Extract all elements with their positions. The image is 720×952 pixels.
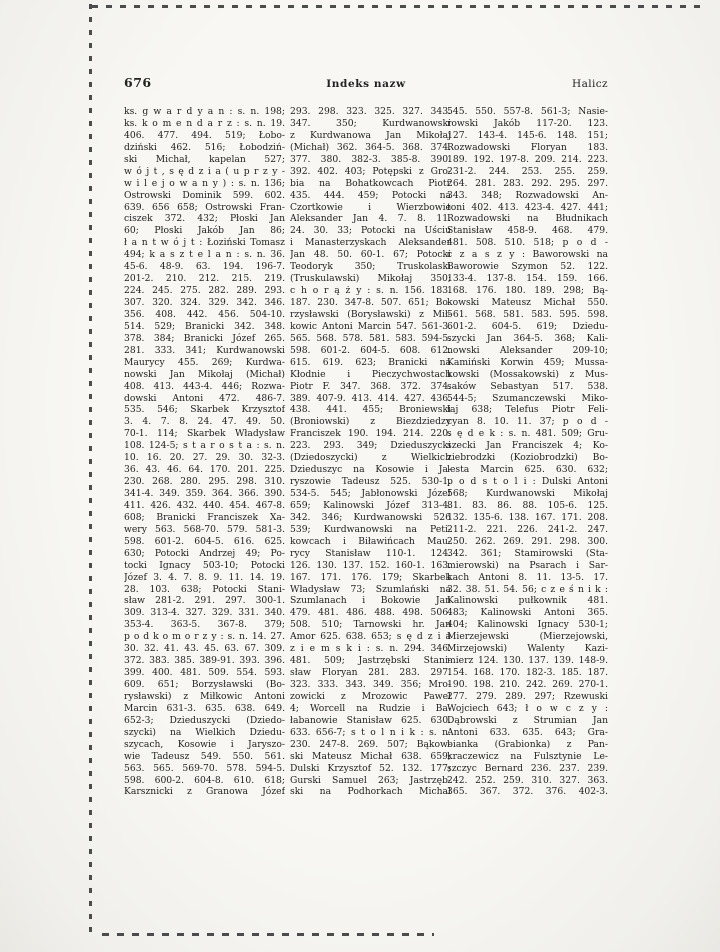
index-line: 224. 245. 275. 282. 289. 293. <box>124 285 285 297</box>
index-line: 392. 402. 403; Potępski z Gro- <box>290 165 451 177</box>
index-line: 378. 384; Branicki Józef 265. <box>124 332 285 344</box>
index-line: 307. 320. 324. 329. 342. 346. <box>124 297 285 308</box>
index-line: dziński 462. 516; Łobodziń- <box>124 141 285 153</box>
index-line: 264. 281. 283. 292. 295. 297. <box>447 177 608 189</box>
index-line: Kamiński Korwin 459; Mussa- <box>447 356 608 368</box>
index-line: 230. 247-8. 269. 507; Bąkow- <box>290 738 451 750</box>
index-line: Dąbrowski z Strumian Jan <box>447 714 608 726</box>
index-line: lesta Marcin 625. 630. 632; <box>447 464 608 476</box>
index-line: Teodoryk 350; Truskolaski <box>290 261 451 273</box>
index-line: 154. 168. 170. 182-3. 185. 187. <box>447 667 608 679</box>
index-line: 231-2. 244. 253. 255. 259. <box>447 165 608 177</box>
index-line: kowski (Mossakowski) z Mus- <box>447 368 608 380</box>
index-line: Karsznicki z Granowa Józef <box>124 786 285 798</box>
index-line: 108. 124-5; s t a r o s t a : s. n. <box>124 440 285 452</box>
index-line: 568; Kurdwanowski Mikołaj <box>447 488 608 499</box>
index-line: ks. k o m e n d a r z : s. n. 19. <box>124 117 285 129</box>
index-line: cyan 8. 10. 11. 37; p o d - <box>447 416 608 428</box>
index-line: Jan 48. 50. 60-1. 67; Potocki <box>290 249 451 261</box>
index-line: Mierzejewski (Mierzejowski, <box>447 631 608 643</box>
index-line: 601-2. 604-5. 619; Dziedu- <box>447 320 608 332</box>
index-line: 479. 481. 486. 488. 498. 506. <box>290 607 451 619</box>
index-line: 70-1. 114; Skarbek Władysław <box>124 428 285 440</box>
index-line: 438. 441. 455; Broniewski <box>290 404 451 416</box>
index-line: 132. 135-6. 138. 167. 171. 208. <box>447 511 608 523</box>
index-line: (Broniowski) z Biezdziedzy <box>290 416 451 428</box>
index-column-2 <box>290 106 451 798</box>
index-line: (Michał) 362. 364-5. 368. 374. <box>290 141 451 153</box>
index-line: 81. 83. 86. 88. 105-6. 125. <box>447 499 608 511</box>
index-line: 342. 361; Stamirowski (Sta- <box>447 547 608 559</box>
index-line: 535. 546; Skarbek Krzysztof <box>124 404 285 416</box>
index-line: 481. 509; Jastrzębski Stani- <box>290 655 451 667</box>
index-line: Kalinowski pułkownik 481. <box>447 595 608 607</box>
index-line: 534-5. 545; Jabłonowski Józef <box>290 488 451 499</box>
index-line: Rozwadowski Floryan 183. <box>447 141 608 153</box>
index-line: Maurycy 455. 269; Kurdwa- <box>124 356 285 368</box>
index-line: Amor 625. 638. 653; s ę d z i a <box>290 631 451 643</box>
index-line: 30. 32. 41. 43. 45. 63. 67. 309. <box>124 643 285 655</box>
index-line: 32. 38. 51. 54. 56; c z e ś n i k : <box>447 583 608 595</box>
index-line: szycach, Kosowie i Jaryszo- <box>124 738 285 750</box>
index-line: Czortkowie i Wierzbowie <box>290 201 451 213</box>
index-line: 167. 171. 176. 179; Skarbek <box>290 571 451 583</box>
index-line: sław Floryan 281. 283. 297. <box>290 667 451 679</box>
index-line: 598. 601-2. 604-5. 616. 625. <box>124 535 285 547</box>
index-line: 201-2. 210. 212. 215. 219. <box>124 273 285 285</box>
index-line: 411. 426. 432. 440. 454. 467-8. <box>124 499 285 511</box>
index-line: Kłodnie i Pieczychwostach <box>290 368 451 380</box>
index-line: p o d s t o l i : Dulski Antoni <box>447 476 608 488</box>
index-line: 36. 43. 46. 64. 170. 201. 225. <box>124 464 285 476</box>
index-line: 652-3; Dzieduszycki (Dziedo- <box>124 714 285 726</box>
index-line: mierz 124. 130. 137. 139. 148-9. <box>447 655 608 667</box>
index-line: 545. 550. 557-8. 561-3; Nasie- <box>447 106 608 117</box>
index-line: 435. 444. 459; Potocki na <box>290 189 451 201</box>
index-line: kraczewicz na Fulsztynie Le- <box>447 750 608 762</box>
index-line: (Truskulawski) Mikołaj 350; <box>290 273 451 285</box>
index-line: 565. 568. 578. 581. 583. 594-5. <box>290 332 451 344</box>
index-line: kach Antoni 8. 11. 13-5. 17. <box>447 571 608 583</box>
index-line: 494; k a s z t e l a n : s. n. 36. <box>124 249 285 261</box>
index-line: Stanisław 458-9. 468. 479. <box>447 225 608 237</box>
index-line: Mirzejowski) Walenty Kazi- <box>447 643 608 655</box>
page-number: 676 <box>124 75 152 90</box>
index-line: 598. 601-2. 604-5. 608. 612. <box>290 344 451 356</box>
index-line: nowski Jan Mikołaj (Michał) <box>124 368 285 380</box>
index-line: w ó j t , s ę d z i a ( u p r z y - <box>124 165 285 177</box>
index-line: 4; Worcell na Rudzie i Ba- <box>290 702 451 714</box>
index-line: Gurski Samuel 263; Jastrzęb- <box>290 774 451 786</box>
index-line: 389. 407-9. 413. 414. 427. 436. <box>290 392 451 404</box>
index-line: kowski Mateusz Michał 550. <box>447 297 608 308</box>
index-line: Władysław 73; Szumlański na <box>290 583 451 595</box>
running-head: Halicz <box>572 78 608 90</box>
index-line: Szumlanach i Bokowie Jan <box>290 595 451 607</box>
index-line: 406. 477. 494. 519; Łobo- <box>124 129 285 141</box>
index-line: 399. 400. 481. 509. 554. 593. <box>124 667 285 679</box>
page-title: Indeks nazw <box>326 78 406 90</box>
index-line: ski na Podhorkach Michał <box>290 786 451 798</box>
index-line: Wojciech 643; ł o w c z y : <box>447 702 608 714</box>
index-line: 639. 656 658; Ostrowski Fran- <box>124 201 285 213</box>
index-line: 168. 176. 180. 189. 298; Bą- <box>447 285 608 297</box>
index-line: Aleksander Jan 4. 7. 8. 11. <box>290 213 451 225</box>
index-line: szycki) na Wielkich Dziedu- <box>124 726 285 738</box>
index-line: 293. 298. 323. 325. 327. 343. <box>290 106 451 117</box>
index-line: 190. 198. 210. 242. 269. 270-1. <box>447 679 608 690</box>
index-line: s ę d e k : s. n. 481. 509; Gru- <box>447 428 608 440</box>
index-line: 598. 600-2. 604-8. 610. 618; <box>124 774 285 786</box>
index-line: rowski Jakób 117-20. 123. <box>447 117 608 129</box>
index-line: 126. 130. 137. 152. 160-1. 163. <box>290 559 451 571</box>
index-line: 281. 333. 341; Kurdwanowski <box>124 344 285 356</box>
index-line: bianka (Grabionka) z Pan- <box>447 738 608 750</box>
index-line: ryszowie Tadeusz 525. 530-1. <box>290 476 451 488</box>
index-line: 347. 350; Kurdwanowski <box>290 117 451 129</box>
index-line: ł a n t w ó j t : Łoziński Tomasz <box>124 237 285 249</box>
index-line: 377. 380. 382-3. 385-8. 390. <box>290 153 451 165</box>
index-line: Józef 3. 4. 7. 8. 9. 11. 14. 19. <box>124 571 285 583</box>
index-line: mierowski) na Psarach i Sar- <box>447 559 608 571</box>
index-line: 230. 268. 280. 295. 298. 310. <box>124 476 285 488</box>
index-line: 483; Kalinowski Antoni 365. <box>447 607 608 619</box>
scan-artifact-top-edge <box>92 5 704 8</box>
index-line: 404; Kalinowski Ignacy 530-1; <box>447 619 608 631</box>
index-line: rycy Stanisław 110-1. 124. <box>290 547 451 559</box>
index-line: szecki Jan Franciszek 4; Ko- <box>447 440 608 452</box>
index-line: sław 281-2. 291. 297. 300-1. <box>124 595 285 607</box>
index-line: 563. 565. 569-70. 578. 594-5. <box>124 762 285 774</box>
index-line: 3. 4. 7. 8. 24. 47. 49. 50. <box>124 416 285 428</box>
index-line: kowic Antoni Marcin 547. 561-3. <box>290 320 451 332</box>
index-line: tocki Ignacy 503-10; Potocki <box>124 559 285 571</box>
index-line: i Manasterzyskach Aleksander <box>290 237 451 249</box>
index-line: łabanowie Stanisław 625. 630. <box>290 714 451 726</box>
index-line: 211-2. 221. 226. 241-2. 247. <box>447 523 608 535</box>
index-line: 60; Płoski Jakób Jan 86; <box>124 225 285 237</box>
index-line: zowicki z Mrozowic Paweł <box>290 690 451 702</box>
index-line: 10. 16. 20. 27. 29. 30. 32-3. <box>124 452 285 464</box>
index-line: 609. 651; Borzysławski (Bo- <box>124 679 285 690</box>
index-line: 630; Potocki Andrzej 49; Po- <box>124 547 285 559</box>
scan-artifact-bottom-edge <box>102 933 434 936</box>
index-line: 309. 313-4. 327. 329. 331. 340. <box>124 607 285 619</box>
index-line: dowski Antoni 472. 486-7. <box>124 392 285 404</box>
index-line: (Dziedoszycki) z Wielkich <box>290 452 451 464</box>
index-line: 353-4. 363-5. 367-8. 379; <box>124 619 285 631</box>
index-line: 133-4. 137-8. 154. 159. 166. <box>447 273 608 285</box>
index-line: ciszek 372. 432; Płoski Jan <box>124 213 285 225</box>
index-line: Piotr F. 347. 368. 372. 374. <box>290 380 451 392</box>
index-line: 561. 568. 581. 583. 595. 598. <box>447 308 608 320</box>
index-line: Antoni 633. 635. 643; Gra- <box>447 726 608 738</box>
index-line: ks. g w a r d y a n : s. n. 198; <box>124 106 285 117</box>
index-line: wery 563. 568-70. 579. 581-3. <box>124 523 285 535</box>
index-line: 544-5; Szumanczewski Miko- <box>447 392 608 404</box>
index-line: 342. 346; Kurdwanowski 526 <box>290 511 451 523</box>
index-line: szczyc Bernard 236. 237. 239. <box>447 762 608 774</box>
index-line: 659; Kalinowski Józef 313-4. <box>290 499 451 511</box>
index-line: nowski Aleksander 209-10; <box>447 344 608 356</box>
index-line: 187. 230. 347-8. 507. 651; Bo- <box>290 297 451 308</box>
index-line: z i e m s k i : s. n. 294. 346. <box>290 643 451 655</box>
index-line: 539; Kurdwanowski na Peti- <box>290 523 451 535</box>
index-line: 365. 367. 372. 376. 402-3. <box>447 786 608 798</box>
index-line: Dulski Krzysztof 52. 132. 177; <box>290 762 451 774</box>
index-line: saków Sebastyan 517. 538. <box>447 380 608 392</box>
index-line: Franciszek 190. 194. 214. 220. <box>290 428 451 440</box>
index-line: 341-4. 349. 359. 364. 366. 390. <box>124 488 285 499</box>
index-line: bia na Bohatkowcach Piotr <box>290 177 451 189</box>
index-line: c h o r ą ż y : s. n. 156. 183. <box>290 285 451 297</box>
index-line: 45-6. 48-9. 63. 194. 196-7. <box>124 261 285 273</box>
index-line: Ostrowski Dominik 599. 602. <box>124 189 285 201</box>
index-line: 514. 529; Branicki 342. 348. <box>124 320 285 332</box>
index-line: 189. 192. 197-8. 209. 214. 223. <box>447 153 608 165</box>
index-line: 372. 383. 385. 389-91. 393. 396. <box>124 655 285 667</box>
index-line: wie Tadeusz 549. 550. 561. <box>124 750 285 762</box>
index-line: 356. 408. 442. 456. 504-10. <box>124 308 285 320</box>
index-line: Baworowie Szymon 52. 122. <box>447 261 608 273</box>
index-line: szycki Jan 364-5. 368; Kali- <box>447 332 608 344</box>
index-line: Marcin 631-3. 635. 638. 649. <box>124 702 285 714</box>
index-line: 242. 252. 259. 310. 327. 363. <box>447 774 608 786</box>
index-line: p o d k o m o r z y : s. n. 14. 27. <box>124 631 285 643</box>
index-line: c z a s z y : Baworowski na <box>447 249 608 261</box>
index-line: 24. 30. 33; Potocki na Uściu <box>290 225 451 237</box>
index-line: 28. 103. 638; Potocki Stani- <box>124 583 285 595</box>
index-line: rysławski) z Miłkowic Antoni <box>124 690 285 702</box>
index-line: 277. 279. 289. 297; Rzewuski <box>447 690 608 702</box>
index-line: 633. 656-7; s t o l n i k : s. n. <box>290 726 451 738</box>
index-line: 250. 262. 269. 291. 298. 300. <box>447 535 608 547</box>
index-line: toni 402. 413. 423-4. 427. 441; <box>447 201 608 213</box>
index-line: 615. 619. 623; Branicki na <box>290 356 451 368</box>
index-line: 408. 413. 443-4. 446; Rozwa- <box>124 380 285 392</box>
index-column-1 <box>124 106 285 798</box>
scan-artifact-left-edge <box>89 4 92 936</box>
index-line: Rozwadowski na Błudnikach <box>447 213 608 225</box>
index-line: 608; Branicki Franciszek Xa- <box>124 511 285 523</box>
index-line: 508. 510; Tarnowski hr. Jan <box>290 619 451 631</box>
index-line: ski Michał, kapelan 527; <box>124 153 285 165</box>
index-line: w i l e j o w a n y ) : s. n. 136; <box>124 177 285 189</box>
index-line: z Kurdwanowa Jan Mikołaj <box>290 129 451 141</box>
index-line: ziebrodzki (Koziobrodzki) Bo- <box>447 452 608 464</box>
index-line: 223. 293. 349; Dzieduszycki <box>290 440 451 452</box>
index-line: kowcach i Biławińcach Mau- <box>290 535 451 547</box>
index-column-3 <box>447 106 608 798</box>
index-line: ski Mateusz Michał 638. 659; <box>290 750 451 762</box>
index-line: rzysławski (Borysławski) z Mił- <box>290 308 451 320</box>
index-line: 343. 348; Rozwadowski An- <box>447 189 608 201</box>
index-line: 481. 508. 510. 518; p o d - <box>447 237 608 249</box>
index-line: 323. 333. 343. 349. 356; Mro- <box>290 679 451 690</box>
index-line: Dzieduszyc na Kosowie i Ja- <box>290 464 451 476</box>
index-line: 127. 143-4. 145-6. 148. 151; <box>447 129 608 141</box>
index-line: łaj 638; Telefus Piotr Feli- <box>447 404 608 416</box>
